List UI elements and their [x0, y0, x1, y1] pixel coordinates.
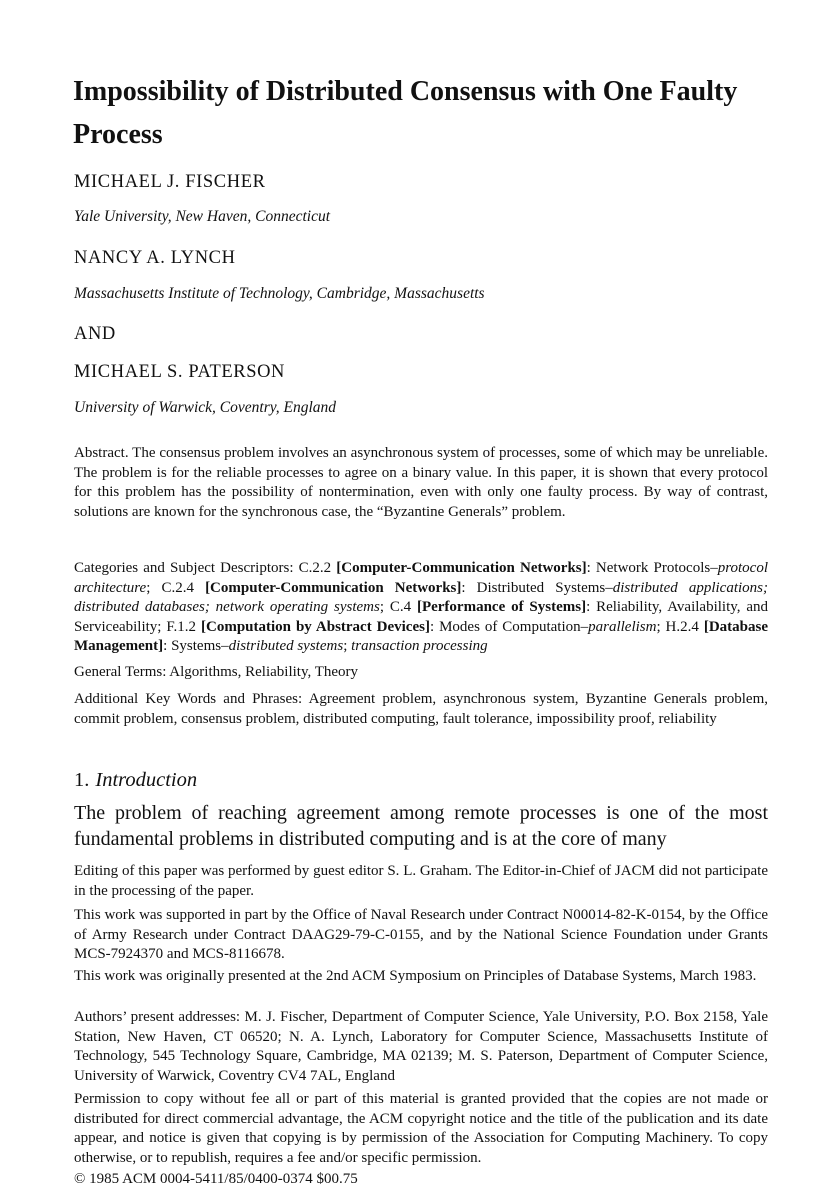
footnote: This work was supported in part by the Office of Naval Research under Contract N00014-82-K-0154, by the Office of Army Research under Contract DAAG29-79-C-0155, and by the National Science Foundation under Grants MCS-7924370 and MCS-8116678.	[74, 907, 768, 963]
section-title: Introduction	[95, 769, 198, 791]
categories-descriptors: Categories and Subject Descriptors: C.2.2 [Computer-Communication Networks]: Network Protocols–protocol architecture; C.2.4 [Computer-Communication Networks]: Distributed Systems–distributed applications; distributed databases; network operating systems; C.4 [Performance of Systems]: Reliability, Availability, and Serviceability; F.1.2 [Computation by Abstract Devices]: Modes of Computation–parallelism; H.2.4 [Database Management]: Systems–distributed systems; transaction processing	[74, 560, 769, 655]
intro-paragraph: The problem of reaching agreement among remote processes is one of the most fundamental problems in distributed computing and is at the core of many	[74, 802, 768, 850]
abstract: Abstract. The consensus problem involves an asynchronous system of processes, some of which may be unreliable. The problem is for the reliable processes to agree on a binary value. In this paper, it is shown that every protocol for this problem has the possibility of nontermination, even with only one faulty process. By way of contrast, solutions are known for the synchronous case, the “Byzantine Generals” problem.	[74, 445, 768, 520]
author-affiliation: University of Warwick, Coventry, England	[74, 399, 337, 416]
footnote: This work was originally presented at the 2nd ACM Symposium on Principles of Database Systems, March 1983.	[74, 968, 757, 984]
footnote: Authors’ present addresses: M. J. Fischer, Department of Computer Science, Yale University, P.O. Box 2158, Yale Station, New Haven, CT 06520; N. A. Lynch, Laboratory for Computer Science, Massachusetts Institute of Technology, 545 Technology Square, Cambridge, MA 02139; M. S. Paterson, Department of Computer Science, University of Warwick, Coventry CV4 7AL, England	[74, 1009, 768, 1084]
author-affiliation: Massachusetts Institute of Technology, Cambridge, Massachusetts	[74, 285, 485, 302]
section-number: 1.	[74, 769, 90, 791]
section-heading	[74, 769, 197, 792]
and-separator: AND	[74, 324, 116, 344]
author-affiliation: Yale University, New Haven, Connecticut	[74, 208, 330, 225]
paper-title: Impossibility of Distributed Consensus with One Faulty Process	[73, 76, 738, 150]
footnote: Permission to copy without fee all or part of this material is granted provided that the copies are not made or distributed for direct commercial advantage, the ACM copyright notice and the title of the publication and its date appear, and notice is given that copying is by permission of the Association for Computing Machinery. To copy otherwise, or to republish, requires a fee and/or specific permission.	[74, 1091, 768, 1166]
copyright-line: © 1985 ACM 0004-5411/85/0400-0374 $00.75	[74, 1171, 358, 1187]
general-terms: General Terms: Algorithms, Reliability, Theory	[74, 664, 359, 680]
footnote: Editing of this paper was performed by guest editor S. L. Graham. The Editor-in-Chief of JACM did not participate in the processing of the paper.	[74, 863, 768, 899]
author-name: MICHAEL J. FISCHER	[74, 172, 266, 192]
author-name: MICHAEL S. PATERSON	[74, 362, 285, 382]
keywords: Additional Key Words and Phrases: Agreement problem, asynchronous system, Byzantine Generals problem, commit problem, consensus problem, distributed computing, fault tolerance, impossibility proof, reliability	[74, 691, 768, 727]
author-name: NANCY A. LYNCH	[74, 248, 236, 268]
